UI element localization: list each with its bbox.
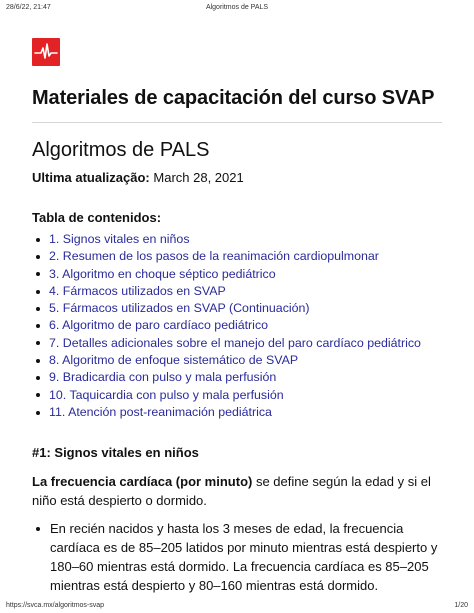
table-of-contents bbox=[32, 231, 421, 421]
toc-item bbox=[32, 387, 421, 404]
toc-link-5[interactable]: 5. Fármacos utilizados en SVAP (Continuación) bbox=[49, 301, 310, 316]
updated-label: Ultima atualização: bbox=[32, 170, 150, 185]
page-title: Algoritmos de PALS bbox=[32, 139, 210, 161]
print-header bbox=[6, 4, 468, 11]
toc-link-9[interactable]: 9. Bradicardia con pulso y mala perfusión bbox=[49, 370, 277, 385]
bullet-icon bbox=[36, 290, 40, 294]
course-title: Materiales de capacitación del curso SVAP bbox=[32, 87, 435, 109]
print-footer bbox=[6, 602, 468, 609]
toc-link-3[interactable]: 3. Algoritmo en choque séptico pediátrico bbox=[49, 266, 276, 281]
toc-link-8[interactable]: 8. Algoritmo de enfoque sistemático de SVAP bbox=[49, 353, 299, 368]
toc-link-7[interactable]: 7. Detalles adicionales sobre el manejo del paro cardíaco pediátrico bbox=[49, 335, 421, 350]
toc-item bbox=[32, 248, 421, 265]
bullet-text: En recién nacidos y hasta los 3 meses de edad, la frecuencia cardíaca es de 85–205 latidos por minuto mientras está despierto y 180–60 mientras está dormido. La frecuencia cardíaca es 85–205 mientras está despierto y 80–160 mientras está dormido. bbox=[50, 521, 438, 593]
toc-item bbox=[32, 404, 421, 421]
toc-heading: Tabla de contenidos: bbox=[32, 210, 162, 225]
toc-link-1[interactable]: 1. Signos vitales en niños bbox=[49, 232, 190, 246]
bullet-icon bbox=[36, 272, 40, 276]
list-item bbox=[32, 519, 442, 595]
toc-item bbox=[32, 300, 421, 317]
toc-item bbox=[32, 352, 421, 369]
toc-link-4[interactable]: 4. Fármacos utilizados en SVAP bbox=[49, 283, 226, 298]
last-updated bbox=[32, 170, 244, 185]
toc-item bbox=[32, 369, 421, 386]
heartbeat-logo-icon[interactable] bbox=[32, 38, 60, 66]
bullet-icon bbox=[36, 341, 40, 345]
bullet-icon bbox=[36, 393, 40, 397]
toc-item bbox=[32, 283, 421, 300]
intro-paragraph bbox=[32, 472, 442, 510]
toc-link-10[interactable]: 10. Taquicardia con pulso y mala perfusión bbox=[49, 387, 284, 402]
toc-item bbox=[32, 231, 421, 248]
bullet-icon bbox=[36, 527, 40, 531]
bullet-icon bbox=[36, 255, 40, 259]
bullet-icon bbox=[36, 411, 40, 415]
toc-link-2[interactable]: 2. Resumen de los pasos de la reanimación cardiopulmonar bbox=[49, 249, 379, 264]
section-heading: #1: Signos vitales en niños bbox=[32, 445, 199, 460]
print-datetime: 28/6/22, 21:47 bbox=[6, 4, 51, 11]
bullet-icon bbox=[36, 238, 40, 242]
bullet-icon bbox=[36, 376, 40, 380]
divider bbox=[32, 122, 442, 123]
print-page-number: 1/20 bbox=[454, 602, 468, 609]
intro-rest: se define según la edad y si el niño está despierto o dormido. bbox=[32, 474, 431, 508]
toc-link-6[interactable]: 6. Algoritmo de paro cardíaco pediátrico bbox=[49, 318, 269, 333]
toc-item bbox=[32, 317, 421, 334]
toc-link-11[interactable]: 11. Atención post-reanimación pediátrica bbox=[49, 404, 272, 419]
print-url: https://svca.mx/algoritmos-svap bbox=[6, 602, 105, 609]
toc-item bbox=[32, 335, 421, 352]
bullet-icon bbox=[36, 359, 40, 363]
bullet-icon bbox=[36, 307, 40, 311]
print-doc-title: Algoritmos de PALS bbox=[205, 4, 269, 11]
toc-item bbox=[32, 266, 421, 283]
intro-bold: La frecuencia cardíaca (por minuto) bbox=[32, 474, 253, 489]
updated-date: March 28, 2021 bbox=[153, 170, 244, 185]
bullet-icon bbox=[36, 324, 40, 328]
